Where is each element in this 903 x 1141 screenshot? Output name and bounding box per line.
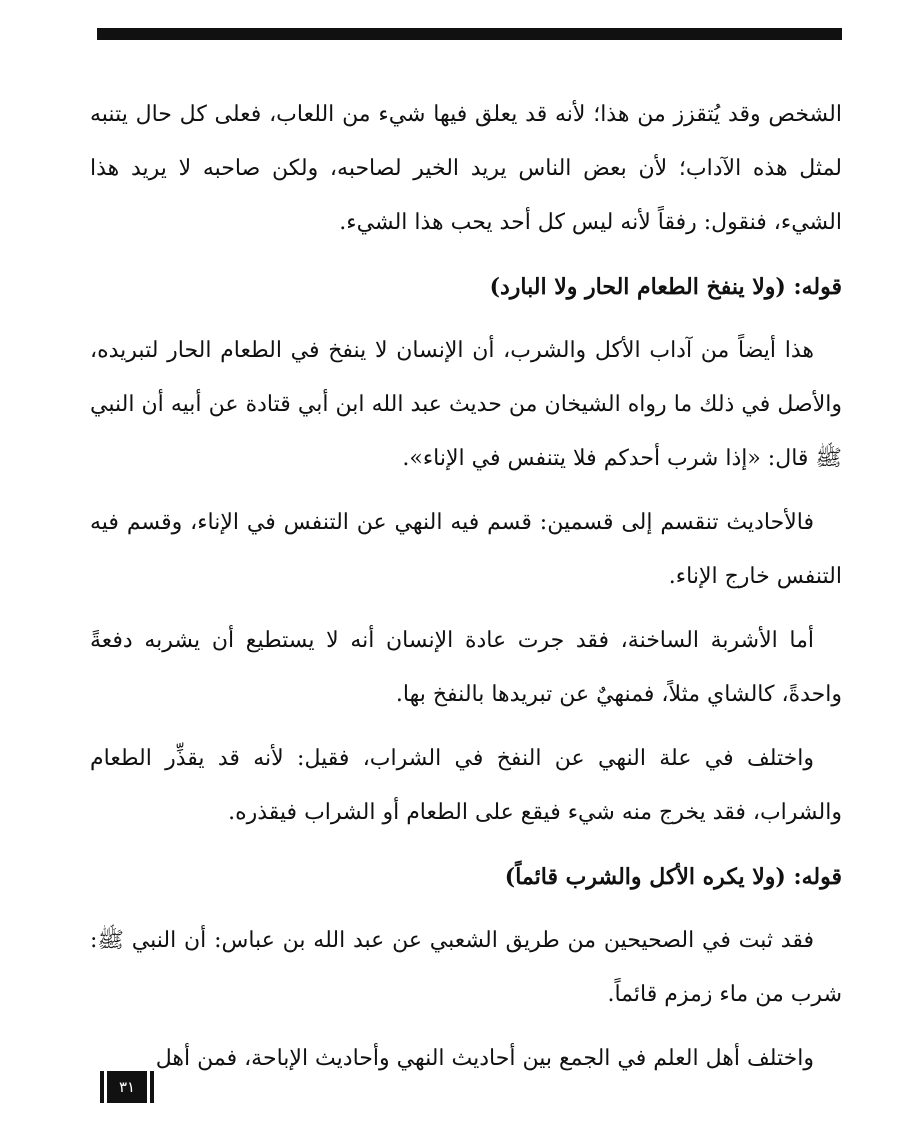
paragraph-2: هذا أيضاً من آداب الأكل والشرب، أن الإنسان لا ينفخ في الطعام الحار لتبريده، والأصل في ذلك ما رواه الشيخان من حديث عبد الله ابن أبي قتادة عن أبيه أن النبي ﷺ قال: «إذا شرب أحدكم فلا يتنفس في الإناء». <box>90 338 842 471</box>
section-heading-1: قوله: (ولا ينفخ الطعام الحار ولا البارد) <box>489 274 842 300</box>
paragraph-4: أما الأشربة الساخنة، فقد جرت عادة الإنسان أنه لا يستطيع أن يشربه دفعةً واحدةً، كالشاي مثلاً، فمنهيٌ عن تبريدها بالنفخ بها. <box>90 628 842 707</box>
paragraph-1: الشخص وقد يُتقزز من هذا؛ لأنه قد يعلق فيها شيء من اللعاب، فعلى كل حال يتنبه لمثل هذه الآداب؛ لأن بعض الناس يريد الخير لصاحبه، ولكن صاحبه لا يريد هذا الشيء، فنقول: رفقاً لأنه ليس كل أحد يحب هذا الشيء. <box>90 102 842 235</box>
paragraph-3: فالأحاديث تنقسم إلى قسمين: قسم فيه النهي عن التنفس في الإناء، وقسم فيه التنفس خارج الإناء. <box>90 510 842 589</box>
page-footer <box>100 1070 157 1104</box>
paragraph-6: فقد ثبت في الصحيحين من طريق الشعبي عن عبد الله بن عباس: أن النبي ﷺ: شرب من ماء زمزم قائماً. <box>90 928 842 1007</box>
page-number: ٣١ <box>107 1071 147 1103</box>
paragraph-5: واختلف في علة النهي عن النفخ في الشراب، فقيل: لأنه قد يقذِّر الطعام والشراب، فقد يخرج منه شيء فيقع على الطعام أو الشراب فيقذره. <box>90 746 842 825</box>
footer-bar-left <box>100 1071 104 1103</box>
footer-bar-right <box>150 1071 154 1103</box>
paragraph-7: واختلف أهل العلم في الجمع بين أحاديث النهي وأحاديث الإباحة، فمن أهل <box>155 1046 814 1071</box>
page-body <box>90 88 842 1096</box>
header-rule <box>97 28 842 40</box>
section-heading-2: قوله: (ولا يكره الأكل والشرب قائماً) <box>504 864 842 890</box>
